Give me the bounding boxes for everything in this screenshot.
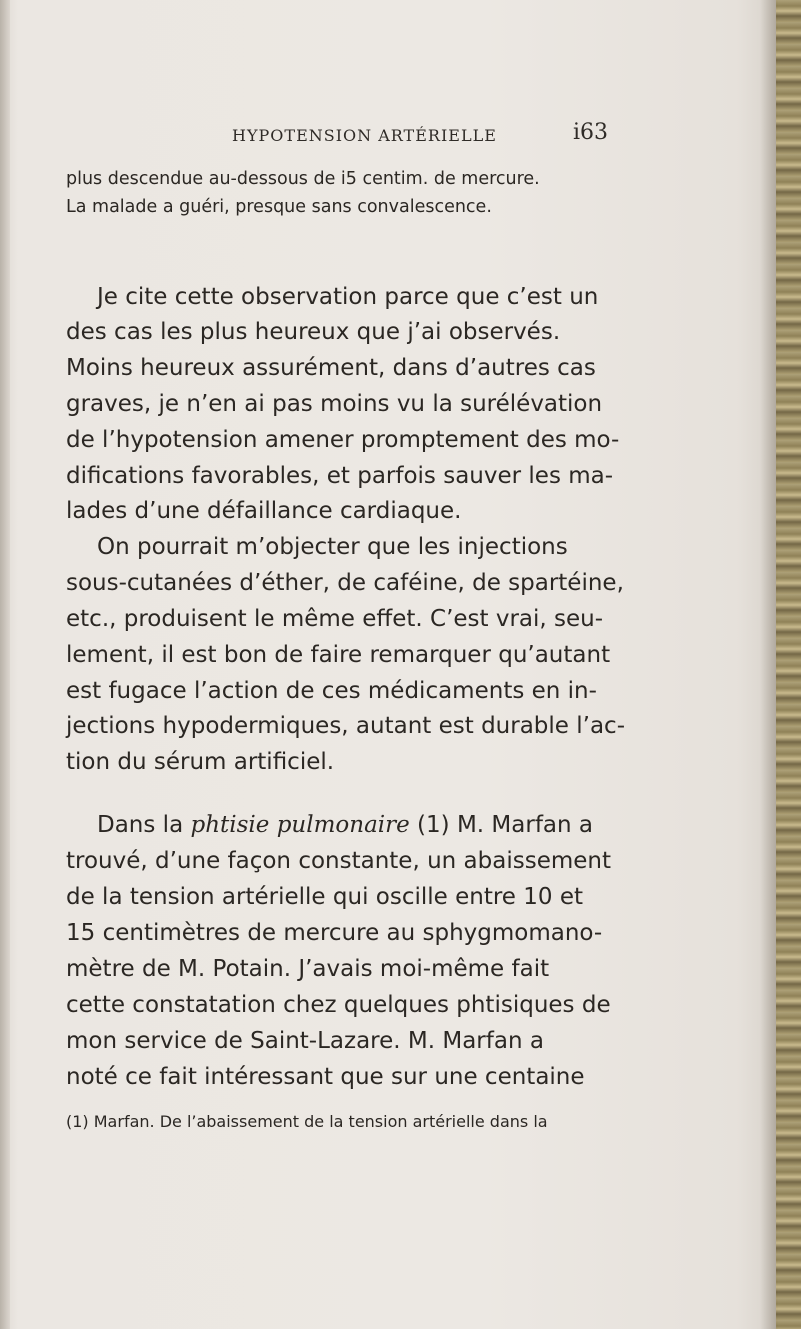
text-line: La malade a guéri, presque sans convalescence. bbox=[66, 197, 492, 217]
text-line: graves, je n’en ai pas moins vu la surélévation bbox=[66, 391, 603, 417]
text-line: difications favorables, et parfois sauver les ma- bbox=[66, 463, 614, 489]
text-line: jections hypodermiques, autant est durable l’ac- bbox=[66, 713, 625, 739]
text-line: Je cite cette observation parce que c’est un bbox=[97, 284, 599, 310]
text-line: lement, il est bon de faire remarquer qu’autant bbox=[66, 642, 611, 668]
text-line: On pourrait m’objecter que les injections bbox=[97, 534, 568, 560]
text-line: plus descendue au-dessous de i5 centim. de mercure. bbox=[66, 169, 540, 189]
book-binding-edge bbox=[776, 0, 801, 1329]
text-line: noté ce fait intéressant que sur une centaine bbox=[66, 1064, 585, 1090]
text-line: mètre de M. Potain. J’avais moi-même fait bbox=[66, 956, 550, 982]
text-line: sous-cutanées d’éther, de caféine, de spartéine, bbox=[66, 570, 624, 596]
text-line: Moins heureux assurément, dans d’autres cas bbox=[66, 355, 596, 381]
paragraph3-suffix: (1) M. Marfan a bbox=[409, 812, 593, 838]
paragraph3-italic: phtisie pulmonaire bbox=[190, 812, 410, 838]
running-head: HYPOTENSION ARTÉRIELLE bbox=[232, 126, 497, 145]
text-line: de l’hypotension amener promptement des mo- bbox=[66, 427, 620, 453]
text-line: des cas les plus heureux que j’ai observés. bbox=[66, 319, 561, 345]
text-line: mon service de Saint-Lazare. M. Marfan a bbox=[66, 1028, 544, 1054]
page-left-edge bbox=[0, 0, 10, 1329]
page-number: i63 bbox=[573, 120, 609, 145]
text-line: lades d’une défaillance cardiaque. bbox=[66, 498, 462, 524]
text-line: de la tension artérielle qui oscille entre 10 et bbox=[66, 884, 584, 910]
text-line: 15 centimètres de mercure au sphygmomano- bbox=[66, 920, 603, 946]
text-line: etc., produisent le même effet. C’est vrai, seu- bbox=[66, 606, 604, 632]
text-line: cette constatation chez quelques phtisiques de bbox=[66, 992, 611, 1018]
text-line: trouvé, d’une façon constante, un abaissement bbox=[66, 848, 611, 874]
paragraph3-prefix: Dans la bbox=[97, 812, 191, 838]
paragraph3-first-line bbox=[97, 812, 593, 838]
footnote: (1) Marfan. De l’abaissement de la tension artérielle dans la bbox=[66, 1112, 548, 1131]
text-line: tion du sérum artificiel. bbox=[66, 749, 335, 775]
text-line: est fugace l’action de ces médicaments en in- bbox=[66, 678, 597, 704]
